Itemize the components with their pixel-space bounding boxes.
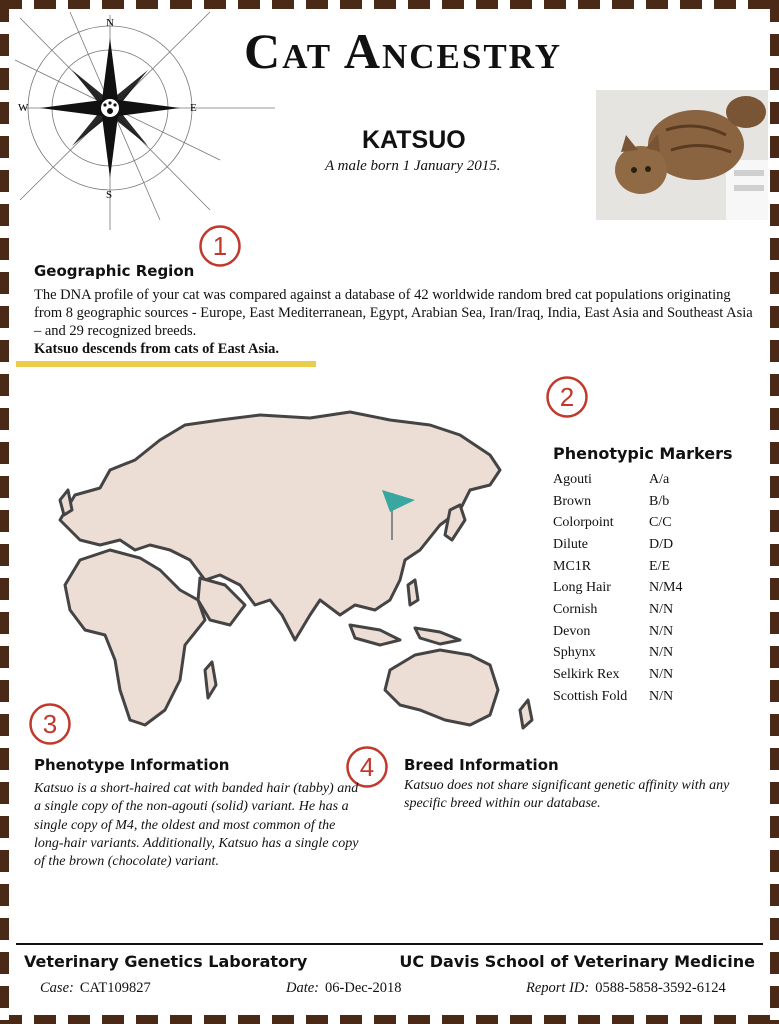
section-number-2 (545, 375, 589, 419)
geographic-region-text (34, 286, 754, 358)
birth-info: A male born 1 January 2015. (325, 158, 501, 174)
cat-name: KATSUO (362, 126, 466, 154)
markers-heading: Phenotypic Markers (553, 444, 733, 463)
compass-n: N (106, 17, 114, 29)
marker-row: MC1R E/E (553, 558, 670, 574)
geo-description: The DNA profile of your cat was compared against a database of 42 worldwide random bred cat populations originating from 8 geographic sources - Europe, East Mediterranean, Egypt, Arabian Sea, Iran/Iraq, India, East Asia and Southeast Asia – and 29 recognized breeds. (34, 287, 753, 339)
phenotype-info-text: Katsuo is a short-haired cat with banded hair (tabby) and a single copy of the non-agouti (solid) variant. He has a single copy of M4, the oldest and most common of the long-hair variants. Additionally, Katsuo has a single copy of the brown (chocolate) variant. (34, 781, 359, 870)
breed-info-text: Katsuo does not share significant genetic affinity with any specific breed within our database. (404, 778, 730, 812)
case-label: Case: (40, 980, 74, 996)
date-label: Date: (286, 980, 320, 996)
breed-info-heading: Breed Information (404, 756, 559, 774)
svg-text:4: 4 (359, 752, 375, 782)
section-number-1 (198, 224, 242, 268)
cat-photo (596, 90, 768, 220)
report-label: Report ID: (526, 980, 590, 996)
report-info (526, 980, 726, 997)
lab-name: Veterinary Genetics Laboratory (24, 952, 308, 971)
marker-row: Devon N/N (553, 623, 674, 639)
page-title: Cat Ancestry (244, 23, 563, 79)
marker-row: Long Hair N/M4 (553, 580, 683, 596)
phenotypic-markers (553, 444, 733, 708)
case-info (40, 980, 151, 997)
svg-text:1: 1 (212, 231, 228, 261)
geo-result: Katsuo descends from cats of East Asia. (34, 341, 280, 357)
world-map (20, 400, 550, 740)
marker-row: Selkirk Rex N/N (553, 667, 674, 683)
marker-row: Brown B/b (553, 493, 670, 509)
marker-row: Cornish N/N (553, 601, 674, 617)
marker-row: Colorpoint C/C (553, 515, 672, 531)
compass-s: S (106, 189, 113, 201)
compass-rose-icon (10, 10, 280, 260)
case-value: CAT109827 (79, 980, 151, 996)
geographic-region-heading: Geographic Region (34, 262, 195, 280)
date-info (286, 980, 402, 997)
marker-row: Dilute D/D (553, 536, 674, 552)
marker-row: Agouti A/a (553, 471, 670, 487)
highlight-bar (16, 361, 316, 367)
school-name: UC Davis School of Veterinary Medicine (399, 952, 755, 971)
svg-text:2: 2 (559, 382, 575, 412)
compass-e: E (190, 102, 197, 114)
compass-w: W (18, 102, 29, 114)
report-value: 0588-5858-3592-6124 (595, 980, 726, 996)
marker-row: Sphynx N/N (553, 645, 674, 661)
phenotype-info-heading: Phenotype Information (34, 756, 230, 774)
markers-table (553, 469, 682, 708)
marker-row: Scottish Fold N/N (553, 688, 674, 704)
svg-text:3: 3 (42, 709, 58, 739)
footer-divider (16, 943, 763, 945)
date-value: 06-Dec-2018 (325, 980, 402, 996)
